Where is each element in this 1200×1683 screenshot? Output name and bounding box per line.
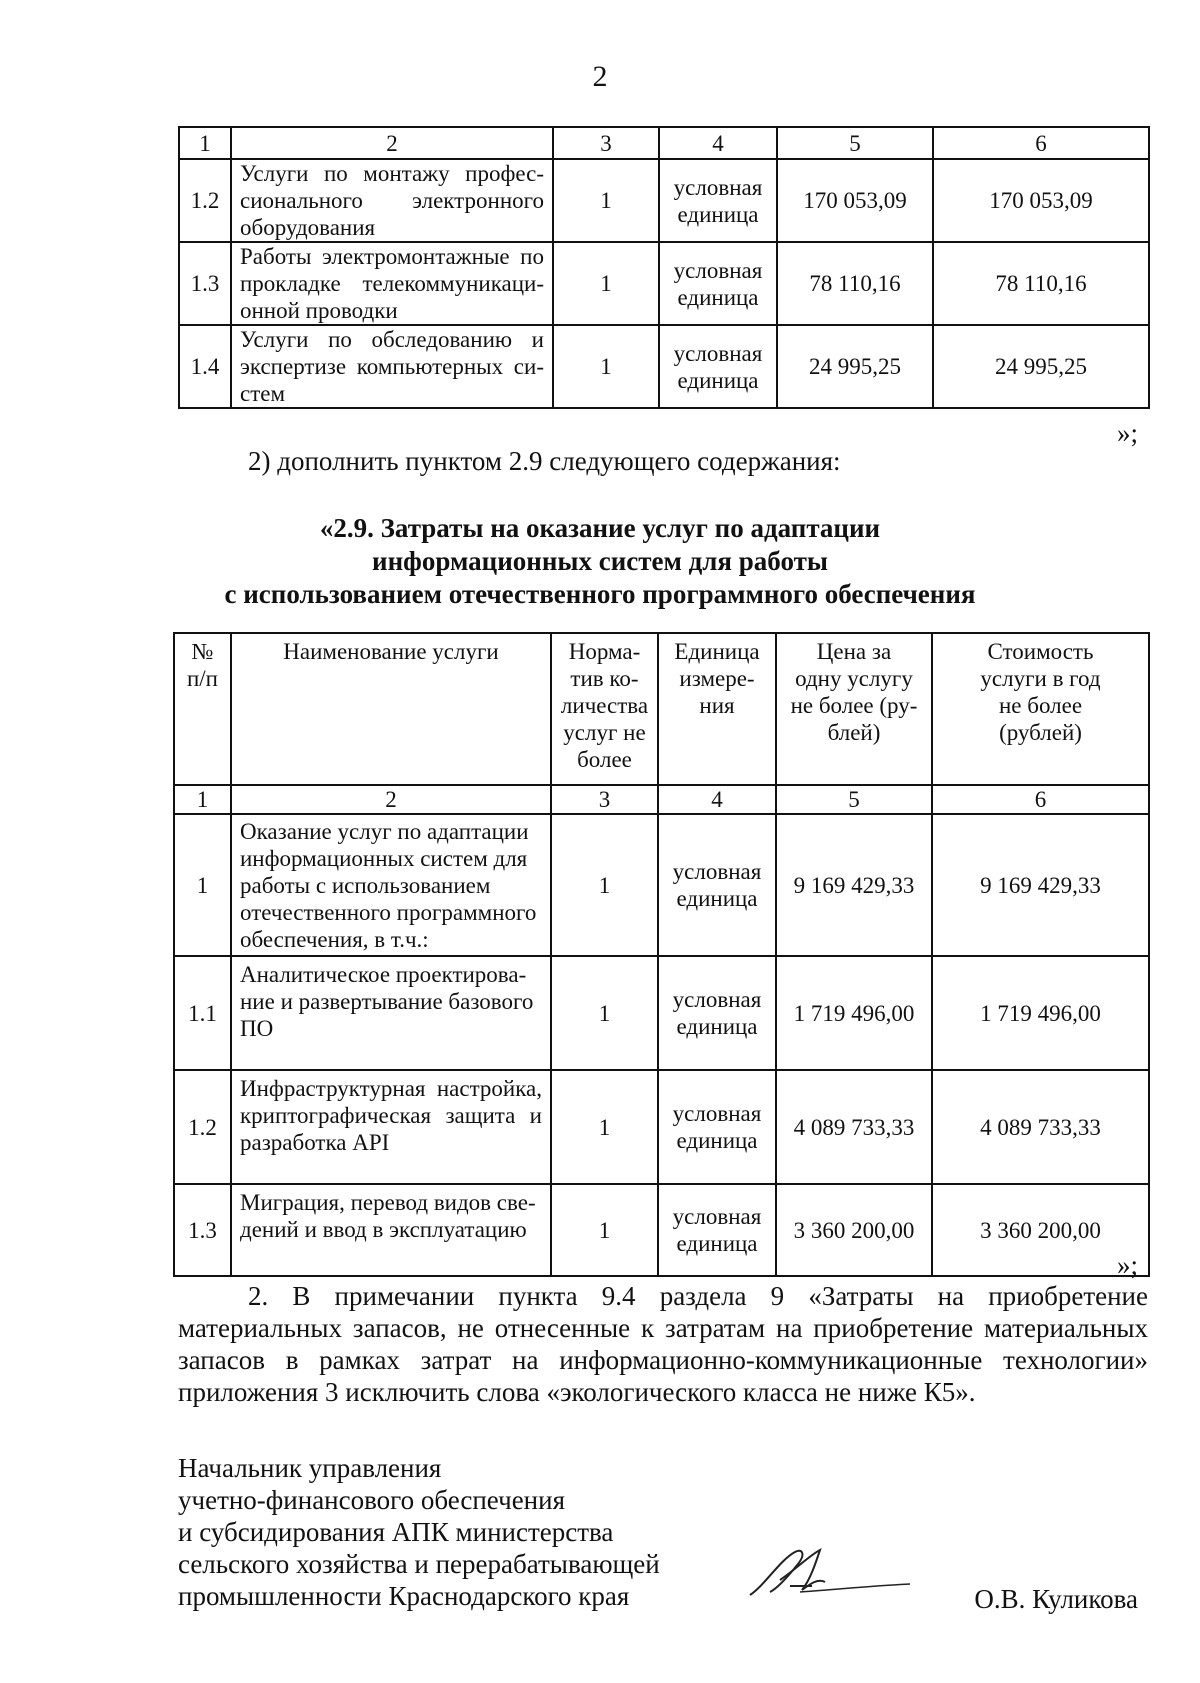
col-number: 3 <box>551 785 658 814</box>
annual-cost: 3 360 200,00 <box>932 1184 1149 1276</box>
col-number: 4 <box>659 127 777 159</box>
table-column-numbers <box>179 127 1149 159</box>
unit-price: 1 719 496,00 <box>776 956 932 1070</box>
col-number: 5 <box>776 785 932 814</box>
table-row <box>174 1070 1149 1184</box>
col-number: 2 <box>231 127 553 159</box>
table-row <box>179 242 1149 325</box>
amendment-item: 2) дополнить пунктом 2.9 следующего содержания: <box>248 446 841 476</box>
signatory-name: О.В. Куликова <box>974 1584 1138 1614</box>
services-table-continued <box>178 126 1150 409</box>
section-heading: «2.9. Затраты на оказание услуг по адаптации информационных систем для работы с использованием отечественного программного обеспечения <box>224 513 976 609</box>
unit-of-measure: условная единица <box>659 159 777 242</box>
handwritten-signature <box>740 1540 920 1615</box>
service-quantity: 1 <box>553 159 659 242</box>
table-row <box>174 956 1149 1070</box>
table-row <box>174 814 1149 956</box>
adaptation-services-table <box>173 632 1150 1277</box>
service-quantity: 1 <box>551 956 658 1070</box>
unit-price: 170 053,09 <box>777 159 933 242</box>
unit-price: 4 089 733,33 <box>776 1070 932 1184</box>
col-number: 1 <box>174 785 231 814</box>
row-number: 1.3 <box>179 242 231 325</box>
service-quantity: 1 <box>553 325 659 408</box>
closing-quote: »; <box>1116 1250 1138 1280</box>
header-row-number: № п/п <box>174 633 231 785</box>
service-name: Работы электромонтажные по прокладке телекоммуникаци- онной проводки <box>231 242 553 325</box>
header-annual-cost: Стоимость услуги в год не более (рублей) <box>932 633 1149 785</box>
row-number: 1 <box>174 814 231 956</box>
table-header <box>174 633 1149 785</box>
annual-cost: 24 995,25 <box>933 325 1149 408</box>
annual-cost: 4 089 733,33 <box>932 1070 1149 1184</box>
col-number: 6 <box>932 785 1149 814</box>
service-quantity: 1 <box>551 1184 658 1276</box>
signatory-title: Начальник управления учетно-финансового обеспечения и субсидирования АПК министерства сельского хозяйства и перерабатывающей промышленности Краснодарского края <box>178 1453 660 1611</box>
unit-of-measure: условная единица <box>659 242 777 325</box>
annual-cost: 78 110,16 <box>933 242 1149 325</box>
table-row <box>179 325 1149 408</box>
header-unit: Единица измере- ния <box>658 633 776 785</box>
service-name: Услуги по монтажу профес- сионального электронного оборудования <box>231 159 553 242</box>
service-quantity: 1 <box>551 1070 658 1184</box>
col-number: 6 <box>933 127 1149 159</box>
service-name: Услуги по обследованию и экспертизе компьютерных си- стем <box>231 325 553 408</box>
unit-price: 3 360 200,00 <box>776 1184 932 1276</box>
col-number: 5 <box>777 127 933 159</box>
header-quantity-norm: Норма- тив ко- личества услуг не более <box>551 633 658 785</box>
annual-cost: 9 169 429,33 <box>932 814 1149 956</box>
unit-of-measure: условная единица <box>658 1070 776 1184</box>
unit-price: 24 995,25 <box>777 325 933 408</box>
header-service-name: Наименование услуги <box>231 633 551 785</box>
service-name: Миграция, перевод видов све- дений и ввод в эксплуатацию <box>231 1184 551 1276</box>
row-number: 1.2 <box>174 1070 231 1184</box>
service-name: Оказание услуг по адаптации информационных систем для работы с использованием отечественного программного обеспечения, в т.ч.: <box>231 814 551 956</box>
row-number: 1.2 <box>179 159 231 242</box>
header-unit-price: Цена за одну услугу не более (ру- блей) <box>776 633 932 785</box>
service-name: Инфраструктурная настройка, криптографическая защита и разработка API <box>231 1070 551 1184</box>
service-quantity: 1 <box>553 242 659 325</box>
unit-of-measure: условная единица <box>658 814 776 956</box>
row-number: 1.4 <box>179 325 231 408</box>
amendment-paragraph: 2. В примечании пункта 9.4 раздела 9 «Затраты на приобретение материальных запасов, не отнесенные к затратам на приобретение материальных запасов в рамках затрат на информационно-коммуникационные технологии» приложения 3 исключить слова «экологического класса не ниже К5». <box>178 1281 1148 1407</box>
annual-cost: 1 719 496,00 <box>932 956 1149 1070</box>
unit-price: 9 169 429,33 <box>776 814 932 956</box>
table-column-numbers <box>174 785 1149 814</box>
closing-quote: »; <box>1116 418 1138 448</box>
table-row <box>179 159 1149 242</box>
page-number: 2 <box>592 60 608 93</box>
row-number: 1.1 <box>174 956 231 1070</box>
col-number: 2 <box>231 785 551 814</box>
table-row <box>174 1184 1149 1276</box>
row-number: 1.3 <box>174 1184 231 1276</box>
col-number: 1 <box>179 127 231 159</box>
annual-cost: 170 053,09 <box>933 159 1149 242</box>
col-number: 4 <box>658 785 776 814</box>
unit-price: 78 110,16 <box>777 242 933 325</box>
col-number: 3 <box>553 127 659 159</box>
unit-of-measure: условная единица <box>658 1184 776 1276</box>
service-name: Аналитическое проектирова- ние и развертывание базового ПО <box>231 956 551 1070</box>
service-quantity: 1 <box>551 814 658 956</box>
unit-of-measure: условная единица <box>658 956 776 1070</box>
unit-of-measure: условная единица <box>659 325 777 408</box>
